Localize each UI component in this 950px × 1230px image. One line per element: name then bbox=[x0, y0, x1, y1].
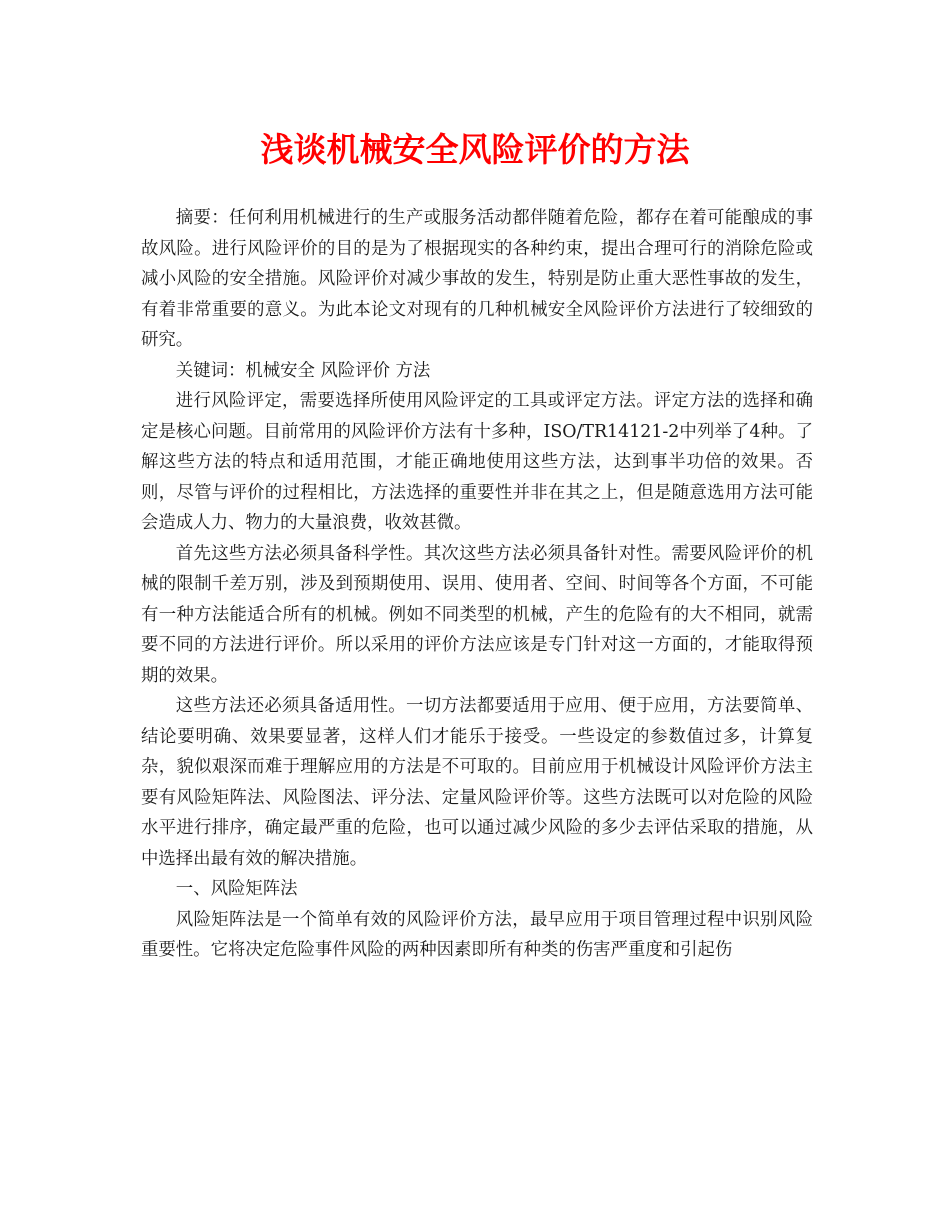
document-body bbox=[141, 203, 813, 966]
abstract-paragraph: 摘要：任何利用机械进行的生产或服务活动都伴随着危险，都存在着可能酿成的事故风险。进行风险评价的目的是为了根据现实的各种约束，提出合理可行的消除危险或减小风险的安全措施。风险评价对减少事故的发生，特别是防止重大恶性事故的发生，有着非常重要的意义。为此本论文对现有的几种机械安全风险评价方法进行了较细致的研究。 bbox=[141, 208, 813, 350]
section-heading: 一、风险矩阵法 bbox=[175, 879, 298, 899]
body-paragraph: 这些方法还必须具备适用性。一切方法都要适用于应用、便于应用，方法要简单、结论要明确、效果要显著，这样人们才能乐于接受。一些设定的参数值过多，计算复杂，貌似艰深而难于理解应用的方法是不可取的。目前应用于机械设计风险评价方法主要有风险矩阵法、风险图法、评分法、定量风险评价等。这些方法既可以对危险的风险水平进行排序，确定最严重的危险，也可以通过减少风险的多少去评估采取的措施，从中选择出最有效的解决措施。 bbox=[141, 696, 813, 869]
keywords-paragraph: 关键词：机械安全 风险评价 方法 bbox=[175, 360, 431, 381]
body-paragraph: 风险矩阵法是一个简单有效的风险评价方法，最早应用于项目管理过程中识别风险重要性。它将决定危险事件风险的两种因素即所有种类的伤害严重度和引起伤 bbox=[141, 909, 813, 960]
body-paragraph: 进行风险评定，需要选择所使用风险评定的工具或评定方法。评定方法的选择和确定是核心问题。目前常用的风险评价方法有十多种，ISO/TR14121-2中列举了4种。了解这些方法的特点和适用范围，才能正确地使用这些方法，达到事半功倍的效果。否则，尽管与评价的过程相比，方法选择的重要性并非在其之上，但是随意选用方法可能会造成人力、物力的大量浪费，收效甚微。 bbox=[141, 391, 813, 533]
body-paragraph: 首先这些方法必须具备科学性。其次这些方法必须具备针对性。需要风险评价的机械的限制千差万别，涉及到预期使用、误用、使用者、空间、时间等各个方面，不可能有一种方法能适合所有的机械。例如不同类型的机械，产生的危险有的大不相同，就需要不同的方法进行评价。所以采用的评价方法应该是专门针对这一方面的，才能取得预期的效果。 bbox=[141, 543, 813, 686]
document-title: 浅谈机械安全风险评价的方法 bbox=[260, 130, 690, 169]
